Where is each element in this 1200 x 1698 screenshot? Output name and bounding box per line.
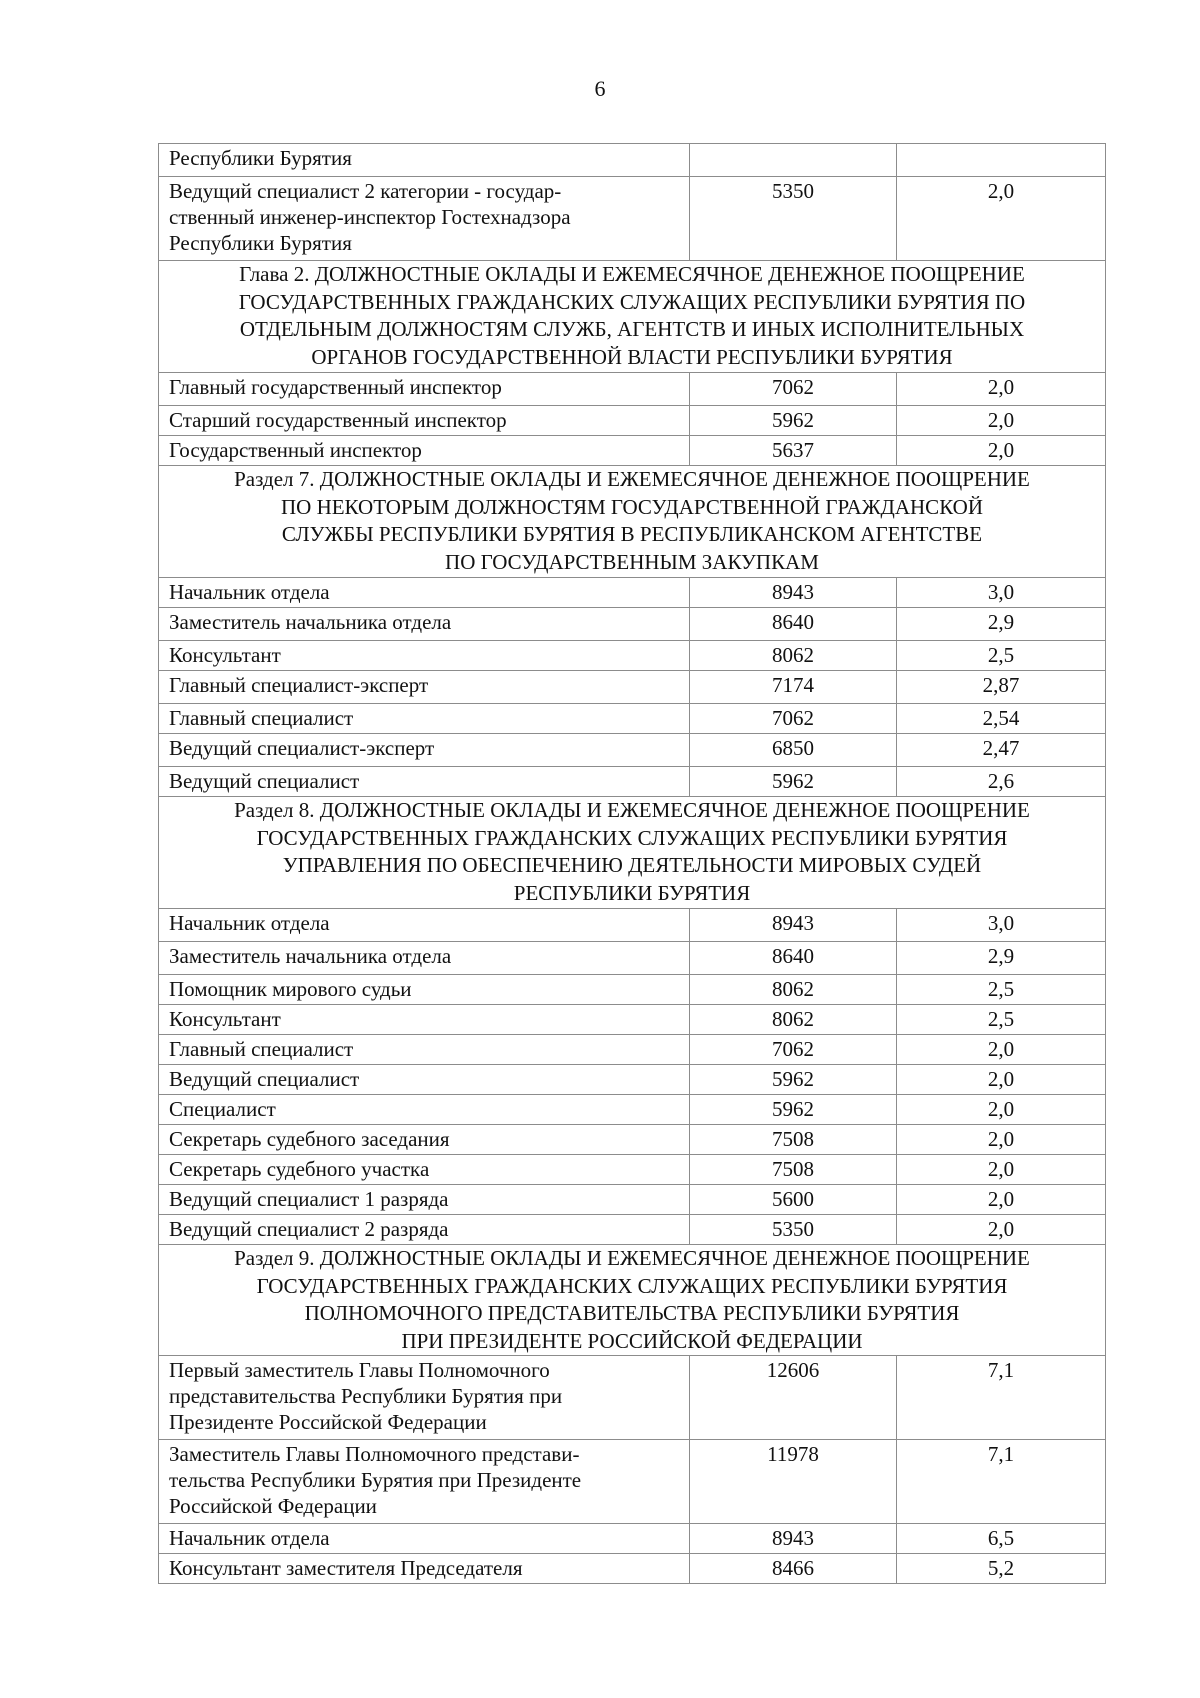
- coefficient-cell: 2,0: [897, 373, 1106, 406]
- position-cell: Государственный инспектор: [159, 436, 690, 466]
- table-row: [159, 608, 1106, 641]
- salary-cell: 8943: [690, 1524, 897, 1554]
- coefficient-cell: 2,5: [897, 1005, 1106, 1035]
- table-row: [159, 1155, 1106, 1185]
- coefficient-cell: 2,5: [897, 641, 1106, 671]
- salary-cell: 7508: [690, 1125, 897, 1155]
- position-cell: Консультант: [159, 1005, 690, 1035]
- salary-cell: 5637: [690, 436, 897, 466]
- coefficient-cell: 3,0: [897, 909, 1106, 942]
- coefficient-cell: 2,0: [897, 1095, 1106, 1125]
- position-cell: Начальник отдела: [159, 909, 690, 942]
- salary-cell: 8943: [690, 578, 897, 608]
- salary-cell: 8640: [690, 942, 897, 975]
- position-cell: Заместитель Главы Полномочного представи- тельства Республики Бурятия при Президенте Российской Федерации: [159, 1440, 690, 1524]
- position-cell: Начальник отдела: [159, 578, 690, 608]
- salary-cell: 8062: [690, 975, 897, 1005]
- section-title: Глава 2. ДОЛЖНОСТНЫЕ ОКЛАДЫ И ЕЖЕМЕСЯЧНОЕ ДЕНЕЖНОЕ ПООЩРЕНИЕ ГОСУДАРСТВЕННЫХ ГРАЖДАНСКИХ СЛУЖАЩИХ РЕСПУБЛИКИ БУРЯТИЯ ПО ОТДЕЛЬНЫМ ДОЛЖНОСТЯМ СЛУЖБ, АГЕНТСТВ И ИНЫХ ИСПОЛНИТЕЛЬНЫХ ОРГАНОВ ГОСУДАРСТВЕННОЙ ВЛАСТИ РЕСПУБЛИКИ БУРЯТИЯ: [159, 261, 1106, 373]
- salary-cell: 5600: [690, 1185, 897, 1215]
- position-cell: Ведущий специалист 2 разряда: [159, 1215, 690, 1245]
- table-row: [159, 767, 1106, 797]
- table-row: [159, 704, 1106, 734]
- table-row: [159, 1440, 1106, 1524]
- section-header-row: [159, 1245, 1106, 1356]
- coefficient-cell: 2,0: [897, 406, 1106, 436]
- position-cell: Ведущий специалист: [159, 767, 690, 797]
- table-row: [159, 975, 1106, 1005]
- coefficient-cell: 6,5: [897, 1524, 1106, 1554]
- table-row: [159, 144, 1106, 177]
- salary-cell: 7062: [690, 373, 897, 406]
- salary-cell: 5350: [690, 1215, 897, 1245]
- table-row: [159, 1065, 1106, 1095]
- salary-cell: 5962: [690, 1065, 897, 1095]
- table-row: [159, 436, 1106, 466]
- salary-cell: 7174: [690, 671, 897, 704]
- coefficient-cell: 2,0: [897, 1065, 1106, 1095]
- table-row: [159, 578, 1106, 608]
- salary-cell: [690, 144, 897, 177]
- position-cell: Заместитель начальника отдела: [159, 942, 690, 975]
- coefficient-cell: 2,9: [897, 942, 1106, 975]
- position-cell: Помощник мирового судьи: [159, 975, 690, 1005]
- salary-table: [158, 143, 1106, 1584]
- page-number: 6: [594, 76, 606, 101]
- coefficient-cell: 5,2: [897, 1554, 1106, 1584]
- table-row: [159, 734, 1106, 767]
- salary-cell: 8062: [690, 641, 897, 671]
- table-row: [159, 909, 1106, 942]
- salary-table-body: [159, 144, 1106, 1584]
- table-row: [159, 942, 1106, 975]
- position-cell: Консультант заместителя Председателя: [159, 1554, 690, 1584]
- position-cell: Специалист: [159, 1095, 690, 1125]
- position-cell: Секретарь судебного участка: [159, 1155, 690, 1185]
- coefficient-cell: 2,0: [897, 436, 1106, 466]
- table-row: [159, 641, 1106, 671]
- salary-cell: 5350: [690, 177, 897, 261]
- position-cell: Главный специалист: [159, 704, 690, 734]
- coefficient-cell: 2,0: [897, 1125, 1106, 1155]
- section-title: Раздел 9. ДОЛЖНОСТНЫЕ ОКЛАДЫ И ЕЖЕМЕСЯЧНОЕ ДЕНЕЖНОЕ ПООЩРЕНИЕ ГОСУДАРСТВЕННЫХ ГРАЖДАНСКИХ СЛУЖАЩИХ РЕСПУБЛИКИ БУРЯТИЯ ПОЛНОМОЧНОГО ПРЕДСТАВИТЕЛЬСТВА РЕСПУБЛИКИ БУРЯТИЯ ПРИ ПРЕЗИДЕНТЕ РОССИЙСКОЙ ФЕДЕРАЦИИ: [159, 1245, 1106, 1356]
- table-row: [159, 1356, 1106, 1440]
- coefficient-cell: 2,5: [897, 975, 1106, 1005]
- coefficient-cell: 2,47: [897, 734, 1106, 767]
- salary-cell: 5962: [690, 406, 897, 436]
- coefficient-cell: 2,0: [897, 1185, 1106, 1215]
- salary-cell: 7062: [690, 1035, 897, 1065]
- position-cell: Ведущий специалист 2 категории - государ- ственный инженер-инспектор Гостехнадзора Республики Бурятия: [159, 177, 690, 261]
- table-row: [159, 1185, 1106, 1215]
- salary-cell: 5962: [690, 1095, 897, 1125]
- coefficient-cell: 3,0: [897, 578, 1106, 608]
- section-title: Раздел 8. ДОЛЖНОСТНЫЕ ОКЛАДЫ И ЕЖЕМЕСЯЧНОЕ ДЕНЕЖНОЕ ПООЩРЕНИЕ ГОСУДАРСТВЕННЫХ ГРАЖДАНСКИХ СЛУЖАЩИХ РЕСПУБЛИКИ БУРЯТИЯ УПРАВЛЕНИЯ ПО ОБЕСПЕЧЕНИЮ ДЕЯТЕЛЬНОСТИ МИРОВЫХ СУДЕЙ РЕСПУБЛИКИ БУРЯТИЯ: [159, 797, 1106, 909]
- position-cell: Ведущий специалист-эксперт: [159, 734, 690, 767]
- coefficient-cell: 2,6: [897, 767, 1106, 797]
- coefficient-cell: 2,87: [897, 671, 1106, 704]
- table-row: [159, 1035, 1106, 1065]
- salary-cell: 5962: [690, 767, 897, 797]
- table-row: [159, 177, 1106, 261]
- table-row: [159, 1005, 1106, 1035]
- position-cell: Главный специалист: [159, 1035, 690, 1065]
- coefficient-cell: 2,0: [897, 1155, 1106, 1185]
- coefficient-cell: 7,1: [897, 1356, 1106, 1440]
- coefficient-cell: 2,9: [897, 608, 1106, 641]
- position-cell: Главный специалист-эксперт: [159, 671, 690, 704]
- position-cell: Первый заместитель Главы Полномочного представительства Республики Бурятия при Президенте Российской Федерации: [159, 1356, 690, 1440]
- salary-cell: 7508: [690, 1155, 897, 1185]
- salary-cell: 8466: [690, 1554, 897, 1584]
- salary-cell: 8062: [690, 1005, 897, 1035]
- table-row: [159, 1524, 1106, 1554]
- section-header-row: [159, 466, 1106, 578]
- salary-cell: 8640: [690, 608, 897, 641]
- section-header-row: [159, 797, 1106, 909]
- position-cell: Начальник отдела: [159, 1524, 690, 1554]
- position-cell: Заместитель начальника отдела: [159, 608, 690, 641]
- salary-cell: 11978: [690, 1440, 897, 1524]
- coefficient-cell: 2,0: [897, 1035, 1106, 1065]
- section-header-row: [159, 261, 1106, 373]
- coefficient-cell: 7,1: [897, 1440, 1106, 1524]
- coefficient-cell: 2,0: [897, 1215, 1106, 1245]
- salary-cell: 6850: [690, 734, 897, 767]
- position-cell: Старший государственный инспектор: [159, 406, 690, 436]
- table-row: [159, 671, 1106, 704]
- coefficient-cell: 2,54: [897, 704, 1106, 734]
- salary-cell: 12606: [690, 1356, 897, 1440]
- section-title: Раздел 7. ДОЛЖНОСТНЫЕ ОКЛАДЫ И ЕЖЕМЕСЯЧНОЕ ДЕНЕЖНОЕ ПООЩРЕНИЕ ПО НЕКОТОРЫМ ДОЛЖНОСТЯМ ГОСУДАРСТВЕННОЙ ГРАЖДАНСКОЙ СЛУЖБЫ РЕСПУБЛИКИ БУРЯТИЯ В РЕСПУБЛИКАНСКОМ АГЕНТСТВЕ ПО ГОСУДАРСТВЕННЫМ ЗАКУПКАМ: [159, 466, 1106, 578]
- table-row: [159, 1095, 1106, 1125]
- salary-cell: 7062: [690, 704, 897, 734]
- position-cell: Консультант: [159, 641, 690, 671]
- table-row: [159, 1215, 1106, 1245]
- table-row: [159, 406, 1106, 436]
- table-row: [159, 373, 1106, 406]
- position-cell: Секретарь судебного заседания: [159, 1125, 690, 1155]
- position-cell: Ведущий специалист 1 разряда: [159, 1185, 690, 1215]
- table-row: [159, 1554, 1106, 1584]
- table-row: [159, 1125, 1106, 1155]
- coefficient-cell: 2,0: [897, 177, 1106, 261]
- position-cell: Ведущий специалист: [159, 1065, 690, 1095]
- position-cell: Главный государственный инспектор: [159, 373, 690, 406]
- coefficient-cell: [897, 144, 1106, 177]
- position-cell: Республики Бурятия: [159, 144, 690, 177]
- salary-cell: 8943: [690, 909, 897, 942]
